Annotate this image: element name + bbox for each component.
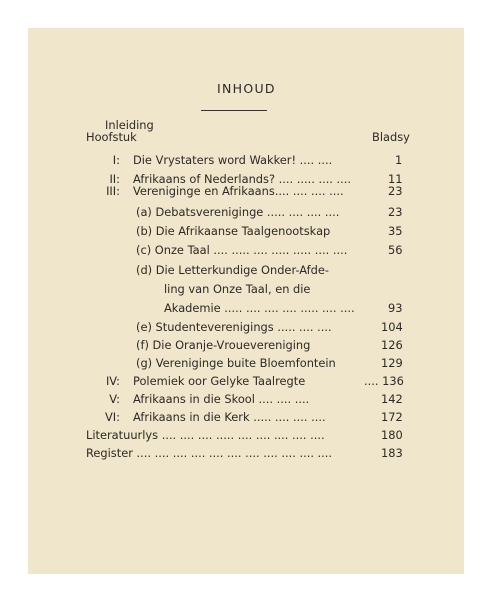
toc-number: III: xyxy=(106,184,120,198)
toc-number: VI: xyxy=(105,410,120,424)
toc-entry-text: ling van Onze Taal, en die xyxy=(164,282,311,296)
toc-page-number: 1 xyxy=(395,153,403,167)
toc-entry-text: Afrikaans in die Skool .... .... .... xyxy=(133,392,310,406)
toc-entry-text: (b) Die Afrikaanse Taalgenootskap xyxy=(136,224,331,238)
toc-number: V: xyxy=(109,392,120,406)
toc-entry-text: (c) Onze Taal .... ..... .... ..... ..... .... .... xyxy=(136,243,348,257)
toc-entry-text: (a) Debatsvereniginge ..... .... .... .... xyxy=(136,205,340,219)
toc-page-number: 104 xyxy=(381,320,403,334)
toc-number: IV: xyxy=(105,374,120,388)
toc-page-number: 93 xyxy=(388,301,403,315)
toc-page-number: 11 xyxy=(388,172,403,186)
toc-page-number: .... 136 xyxy=(364,374,404,388)
toc-page-number: 142 xyxy=(381,392,403,406)
toc-entry-text: Afrikaans of Nederlands? .... ..... .... .... xyxy=(133,172,352,186)
toc-number: I: xyxy=(112,153,120,167)
bladsy-header: Bladsy xyxy=(372,130,410,144)
title-divider xyxy=(201,110,267,111)
toc-entry-text: (f) Die Oranje-Vrouevereniging xyxy=(136,338,311,352)
toc-page-number: 35 xyxy=(388,224,403,238)
page-title: INHOUD xyxy=(217,81,276,96)
toc-entry-text: (d) Die Letterkundige Onder-Afde- xyxy=(136,263,329,277)
toc-page-number: 183 xyxy=(381,446,403,460)
toc-page-number: 129 xyxy=(381,356,403,370)
toc-page-number: 23 xyxy=(388,184,403,198)
toc-entry-text: Vereniginge en Afrikaans.... .... .... .... xyxy=(133,184,344,198)
toc-entry-text: (e) Studenteverenigings ..... .... .... xyxy=(136,320,332,334)
toc-number: II: xyxy=(109,172,120,186)
toc-page-number: 126 xyxy=(381,338,403,352)
toc-page-number: 172 xyxy=(381,410,403,424)
hoofstuk-header: Hoofstuk xyxy=(86,130,137,144)
toc-page-number: 56 xyxy=(388,243,403,257)
toc-entry-text: Literatuurlys .... .... .... ..... .... .... .... .... .... xyxy=(86,428,325,442)
toc-entry-text: Register .... .... .... .... .... .... .... .... .... .... .... xyxy=(86,446,333,460)
toc-entry-text: (g) Vereniginge buite Bloemfontein xyxy=(136,356,336,370)
toc-entry-text: Afrikaans in die Kerk ..... .... .... .... xyxy=(133,410,326,424)
toc-entry-text: Akademie ..... .... .... .... ..... .... .... xyxy=(164,301,355,315)
toc-entry-text: Die Vrystaters word Wakker! .... .... xyxy=(133,153,333,167)
toc-page-number: 23 xyxy=(388,205,403,219)
toc-page-number: 180 xyxy=(381,428,403,442)
inleiding-label: Inleiding xyxy=(105,118,154,132)
toc-entry-text: Polemiek oor Gelyke Taalregte xyxy=(133,374,306,388)
